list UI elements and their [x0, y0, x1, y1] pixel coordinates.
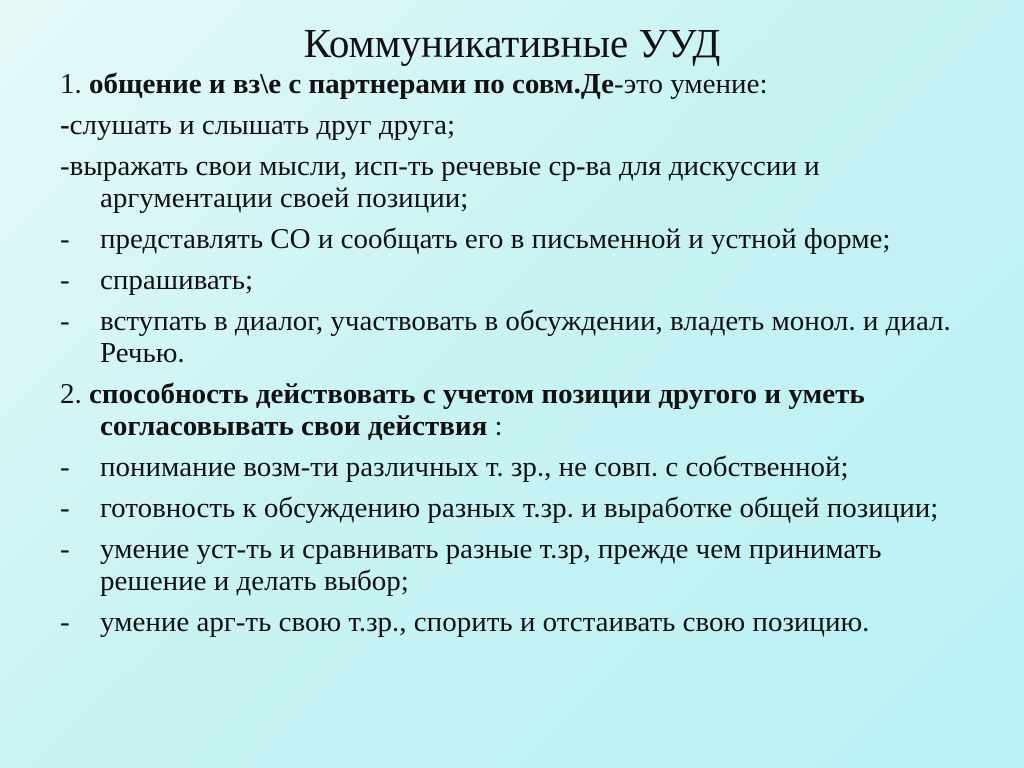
- list-item-text: представлять СО и сообщать его в письменной и устной форме;: [100, 223, 891, 255]
- list-item-mark: -: [60, 264, 70, 296]
- slide-title: Коммуникативные УУД: [303, 20, 721, 66]
- section-1-heading: [60, 68, 990, 100]
- list-item: [60, 150, 990, 214]
- list-item: [60, 264, 990, 296]
- list-item: [60, 305, 990, 369]
- list-item: [60, 492, 990, 524]
- list-item-mark: -: [60, 305, 70, 337]
- list-item-mark: -: [60, 150, 70, 182]
- list-item-mark: -: [60, 606, 70, 638]
- list-item-text: слушать и слышать друг друга;: [69, 109, 456, 141]
- list-item-mark: -: [60, 451, 70, 483]
- list-item-mark: -: [60, 492, 70, 524]
- list-item-text: готовность к обсуждению разных т.зр. и выработке общей позиции;: [100, 492, 939, 524]
- list-item-mark: -: [60, 533, 70, 565]
- section-2-heading-rest: :: [487, 410, 503, 442]
- list-item-text: умение арг-ть свою т.зр., спорить и отстаивать свою позицию.: [100, 606, 870, 638]
- section-2-number: 2.: [60, 378, 82, 410]
- list-item-text: понимание возм-ти различных т. зр., не совп. с собственной;: [100, 451, 849, 483]
- list-item-text: выражать свои мысли, исп-ть речевые ср-ва для дискуссии и аргументации своей позиции;: [69, 150, 820, 214]
- list-item-text: спрашивать;: [100, 264, 254, 296]
- section-2-heading: [60, 378, 990, 442]
- list-item-mark: -: [60, 109, 70, 141]
- list-item-text: умение уст-ть и сравнивать разные т.зр, прежде чем принимать решение и делать выбор;: [100, 533, 882, 597]
- slide-content: [60, 68, 990, 647]
- list-item: [60, 533, 990, 597]
- section-2-heading-bold: способность действовать с учетом позиции другого и уметь согласовывать свои действия: [89, 378, 865, 442]
- section-1-heading-bold: общение и вз\е с партнерами по совм.Де: [89, 68, 615, 100]
- list-item-text: вступать в диалог, участвовать в обсуждении, владеть монол. и диал. Речью.: [100, 305, 951, 369]
- list-item: [60, 109, 990, 141]
- list-item: [60, 451, 990, 483]
- list-item: [60, 223, 990, 255]
- section-1-number: 1.: [60, 68, 82, 100]
- list-item: [60, 606, 990, 638]
- list-item-mark: -: [60, 223, 70, 255]
- section-1-heading-rest: -это умение:: [614, 68, 768, 100]
